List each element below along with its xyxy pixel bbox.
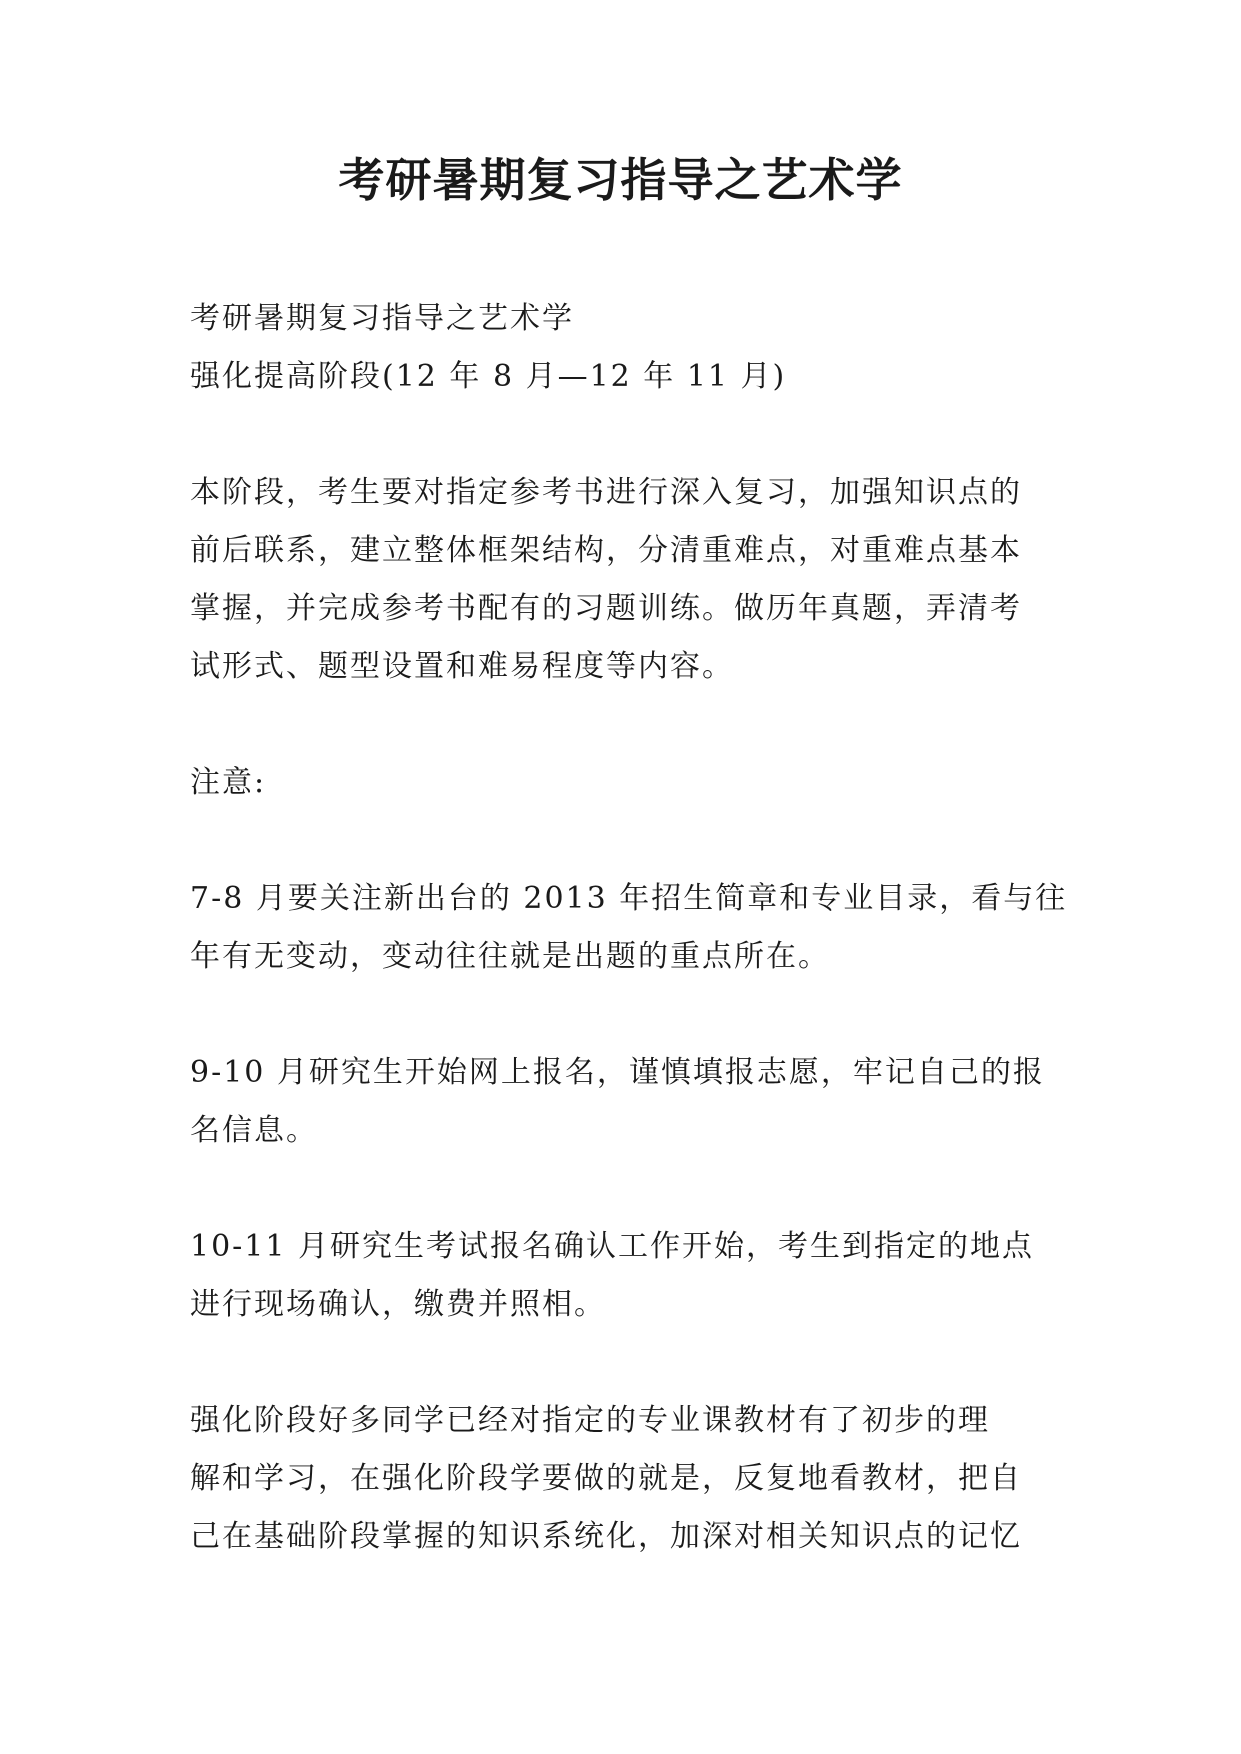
text-line: 强化提高阶段(12 年 8 月—12 年 11 月) [190, 359, 787, 394]
text-line: 前后联系，建立整体框架结构，分清重难点，对重难点基本 [190, 533, 1022, 568]
paragraph-gap [190, 986, 1050, 1044]
text-line: 本阶段，考生要对指定参考书进行深入复习，加强知识点的 [190, 475, 1022, 510]
document-body [190, 290, 1068, 1566]
text-line: 试形式、题型设置和难易程度等内容。 [190, 649, 734, 684]
text-line: 进行现场确认，缴费并照相。 [190, 1287, 606, 1322]
paragraph-gap [190, 1160, 1050, 1218]
paragraph-gap [190, 812, 1050, 870]
text-line: 考研暑期复习指导之艺术学 [190, 301, 574, 336]
text-line: 注意: [190, 765, 267, 800]
text-line: 年有无变动，变动往往就是出题的重点所在。 [190, 939, 830, 974]
text-line: 10-11 月研究生考试报名确认工作开始，考生到指定的地点 [190, 1229, 1035, 1264]
paragraph-gap [190, 1334, 1050, 1392]
text-line: 己在基础阶段掌握的知识系统化，加深对相关知识点的记忆 [190, 1519, 1022, 1554]
text-line: 掌握，并完成参考书配有的习题训练。做历年真题，弄清考 [190, 591, 1022, 626]
paragraph-gap [190, 696, 1050, 754]
paragraph-gap [190, 406, 1050, 464]
text-line: 7-8 月要关注新出台的 2013 年招生简章和专业目录，看与往 [190, 881, 1068, 916]
document-title: 考研暑期复习指导之艺术学 [338, 153, 903, 207]
text-line: 9-10 月研究生开始网上报名，谨慎填报志愿，牢记自己的报 [190, 1055, 1045, 1090]
text-line: 名信息。 [190, 1113, 318, 1148]
text-line: 强化阶段好多同学已经对指定的专业课教材有了初步的理 [190, 1403, 990, 1438]
text-line: 解和学习，在强化阶段学要做的就是，反复地看教材，把自 [190, 1461, 1022, 1496]
